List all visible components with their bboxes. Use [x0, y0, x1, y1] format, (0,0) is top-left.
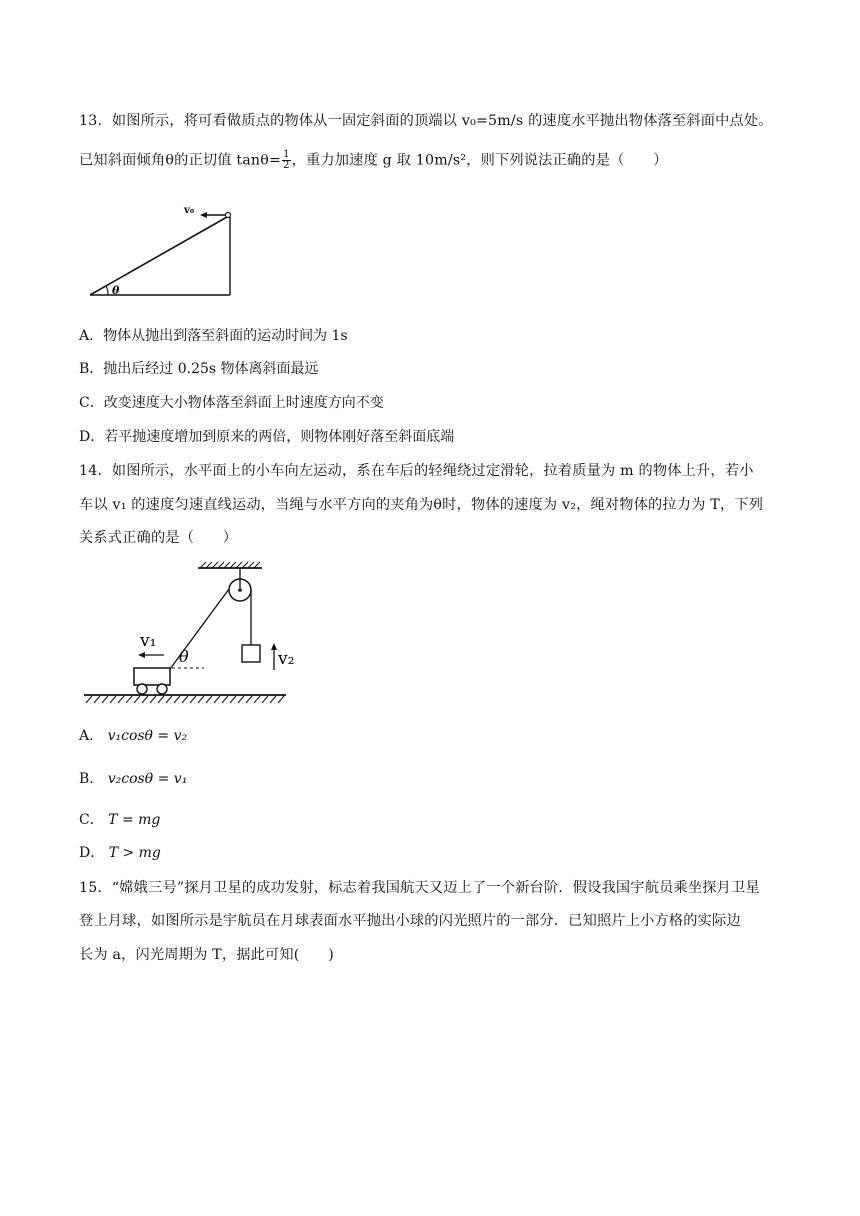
q14-option-b-letter: B． — [79, 771, 104, 787]
theta-label-14: θ — [179, 647, 189, 666]
incline-slope — [90, 217, 227, 295]
q14-line-1: 14．如图所示，水平面上的小车向左运动，系在车后的轻绳绕过定滑轮，拉着质量为 m 的物体上升，若小 — [79, 463, 754, 479]
car-wheel-right — [157, 684, 167, 694]
projectile-dot — [226, 213, 231, 218]
q14-option-b[interactable] — [79, 769, 187, 789]
theta-label-13: θ — [112, 284, 120, 297]
q15-line-1: 15．“嫦娥三号”探月卫星的成功发射，标志着我国航天又迈上了一个新台阶．假设我国宇航员乘坐探月卫星 — [79, 880, 760, 896]
pulley-axle — [238, 588, 242, 592]
v0-label: v₀ — [184, 205, 195, 216]
q13-line-2-after: ，重力加速度 g 取 10m/s²，则下列说法正确的是（ ） — [291, 152, 668, 169]
q15-line-2: 登上月球，如图所示是宇航员在月球表面水平抛出小球的闪光照片的一部分．已知照片上小方格的实际边 — [79, 913, 741, 929]
q14-line-2: 车以 v₁ 的速度匀速直线运动，当绳与水平方向的夹角为θ时，物体的速度为 v₂，绳对物体的拉力为 T，下列 — [79, 497, 764, 513]
q14-option-b-expr: v₂cosθ = v₁ — [107, 771, 188, 787]
q14-option-a-letter: A． — [79, 728, 104, 744]
q13-fraction — [282, 150, 291, 171]
ground-hatching — [86, 696, 284, 703]
q14-option-c-expr: T = mg — [108, 812, 161, 828]
hanging-block — [242, 645, 260, 662]
q13-option-b[interactable]: B．抛出后经过 0.25s 物体离斜面最远 — [79, 361, 319, 377]
theta-arc — [106, 286, 108, 295]
q13-line-1: 13．如图所示，将可看做质点的物体从一固定斜面的顶端以 v₀=5m/s 的速度水平抛出物体落至斜面中点处。 — [79, 113, 773, 129]
q14-option-d-expr: T > mg — [108, 845, 161, 861]
ceiling-hatching — [200, 562, 260, 568]
q13-line-2 — [79, 150, 668, 171]
q13-option-d[interactable]: D．若平抛速度增加到原来的两倍，则物体刚好落至斜面底端 — [79, 429, 455, 445]
car-body — [134, 668, 170, 685]
q14-option-a-expr: v₁cosθ = v₂ — [107, 728, 188, 744]
v2-label: v₂ — [278, 649, 295, 669]
q14-line-3: 关系式正确的是（ ） — [79, 530, 238, 546]
q14-option-a[interactable] — [79, 726, 187, 746]
q14-option-d[interactable] — [79, 843, 161, 863]
q13-fraction-numerator: 1 — [283, 149, 290, 160]
v1-arrow-head — [138, 652, 145, 658]
pulley-figure — [82, 560, 295, 712]
q14-option-c-letter: C． — [79, 812, 104, 828]
car-wheel-left — [137, 684, 147, 694]
q13-option-c[interactable]: C．改变速度大小物体落至斜面上时速度方向不变 — [79, 395, 384, 411]
v1-label: v₁ — [140, 631, 157, 651]
q14-option-c[interactable] — [79, 810, 160, 830]
q13-line-2-before: 已知斜面倾角θ的正切值 tanθ= — [79, 152, 282, 169]
q13-option-a[interactable]: A．物体从抛出到落至斜面的运动时间为 1s — [79, 328, 348, 344]
v2-arrow-head — [271, 643, 277, 650]
q15-line-3: 长为 a，闪光周期为 T，据此可知( ) — [79, 947, 335, 963]
q14-option-d-letter: D． — [79, 845, 105, 861]
v0-arrow-head — [200, 212, 207, 218]
q13-fraction-denominator: 2 — [283, 160, 290, 171]
incline-figure — [82, 198, 242, 302]
